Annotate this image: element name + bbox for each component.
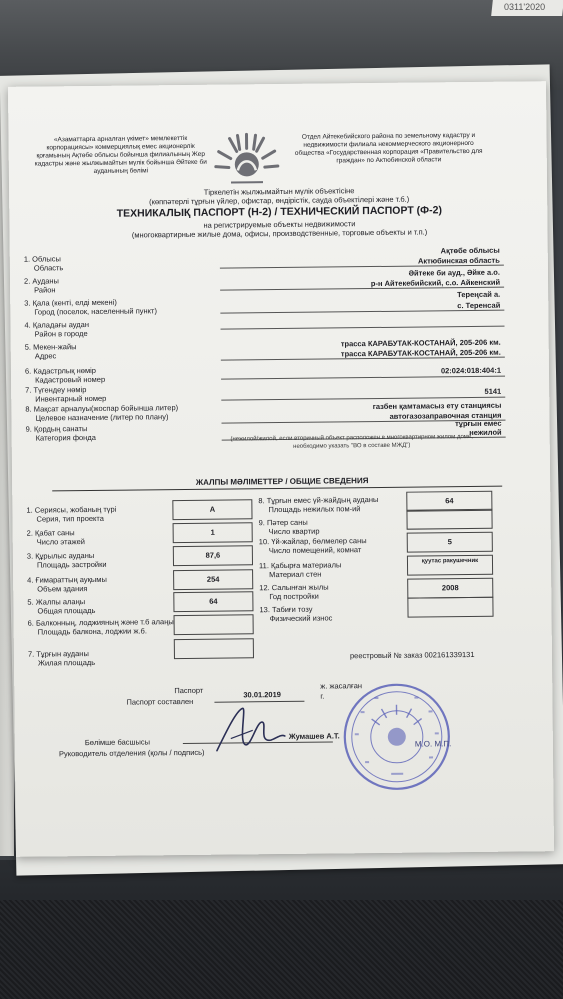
purpose-value-ru: автогазозаправочная станция <box>389 410 502 421</box>
gen-balcony-area: 6. Балконның, лоджияның және т.б алаңы Площадь балкона, лоджии ж.б. <box>27 617 174 637</box>
gen-apartments: 9. Пәтер саны Число квартир <box>258 517 320 537</box>
inventory-number-value: 5141 <box>484 386 502 396</box>
purpose-value-kz: газбен қамтамасыз ету станциясы <box>372 400 502 412</box>
head-label-kz: Бөлімше басшысы <box>84 737 151 748</box>
region-value-ru: Актюбинская область <box>417 255 500 266</box>
field-purpose: 8. Мақсат арналуы(жоспар бойынша литер) Целевое назначение (литер по плану) газбен қамтамасыз ету станциясы автогазозаправочная станция <box>25 399 525 404</box>
stamp-mp-label: М.О. М.П. <box>414 739 452 749</box>
handwritten-signature <box>208 700 289 761</box>
gen-blank-box <box>406 509 492 530</box>
city-value-kz: Тереңсай а. <box>457 289 501 300</box>
address-value-kz: трасса КАРАБУТАК-КОСТАНАЙ, 205-206 км. <box>340 337 501 349</box>
fund-category-value-kz: тұрғын емес <box>455 418 502 429</box>
gen-total-area-value: 64 <box>173 591 253 612</box>
registry-number: реестровый № заказ 002161339131 <box>349 649 475 661</box>
field-fund-category: 9. Қордың санаты Категория фонда тұрғын емес нежилой <box>26 419 526 424</box>
general-info-title: ЖАЛПЫ МӘЛІМЕТТЕР / ОБЩИЕ СВЕДЕНИЯ <box>195 476 369 487</box>
field-district: 2. Ауданы Район Әйтеке би ауд., Әйке а.о. р-н Айтекебийский, с.о. Айкенский <box>24 271 524 276</box>
gen-nonresidential-area: 8. Тұрғын емес үй-жайдың ауданы Площадь нежилых пом-ий <box>258 494 379 515</box>
passport-label-kz: Паспорт <box>174 685 204 696</box>
title-line-2: (көппәтерлі тұрғын үйлер, офистар, өндірістік, сауда объектілері және т.б.) <box>149 194 410 207</box>
field-cadastral-number: 6. Кадастрлық нөмір Кадастровый номер 02:024:018:404:1 <box>25 361 525 366</box>
field-city-district: 4. Қаладағы аудан Район в городе <box>24 315 524 320</box>
gen-build-year-value: 2008 <box>407 578 493 599</box>
corner-text: 0311'2020 <box>504 2 546 12</box>
field-address: 5. Мекен-жайы Адрес трасса КАРАБУТАК-КОСТАНАЙ, 205-206 км. трасса КАРАБУТАК-КОСТАНАЙ, 205-206 км. <box>25 337 525 342</box>
gen-series: 1. Сериясы, жобаның түрі Серия, тип проекта <box>26 504 117 524</box>
gen-building-area-value: 87,6 <box>173 545 253 566</box>
passport-date: 30.01.2019 <box>243 690 281 700</box>
fund-category-value-ru: нежилой <box>469 427 502 438</box>
gen-rooms-value: 5 <box>407 532 493 553</box>
field-inventory-number: 7. Түгендеу нөмір Инвентарный номер 5141 <box>25 380 525 385</box>
header-left-org: «Азаматтарға арналған үкімет» мемлекеттік корпорациясы» коммерциялық емес акционерлік қоғамының Ақтөбе облысы бойынша филиалының Жер кадастры және жылжымайтын мүлік бойынша Әйтеке би ауданының бөлімі <box>34 134 207 175</box>
passport-year-kz: ж. жасалған <box>320 681 363 691</box>
gen-volume-value: 254 <box>173 569 253 590</box>
city-value-ru: с. Теренсай <box>457 300 501 311</box>
region-value-kz: Ақтөбе облысы <box>440 245 500 256</box>
gen-building-area: 3. Құрылыс ауданы Площадь застройки <box>26 550 107 570</box>
fabric-background <box>0 900 563 999</box>
gen-build-year: 12. Салынған жылы Год постройки <box>259 582 329 602</box>
title-line-5: (многоквартирные жилые дома, офисы, производственные, торговые объекты и т.п.) <box>131 227 428 240</box>
header-right-org: Отдел Айтекебийского района по земельному кадастру и недвижимости филиала некоммерческого акционерного общества «Государственная корпорация «Правительство для граждан» по Актюбинской области <box>294 131 483 165</box>
technical-passport-sheet <box>8 81 554 857</box>
passport-year-ru: г. <box>320 691 325 701</box>
title-line-4: на регистрируемые объекты недвижимости <box>203 219 356 230</box>
gen-wall-material-value: қуутас ракушечник <box>407 555 493 576</box>
document-title: ТЕХНИКАЛЫҚ ПАСПОРТ (Н-2) / ТЕХНИЧЕСКИЙ ПАСПОРТ (Ф-2) <box>116 204 442 220</box>
gen-volume: 4. Ғимараттың ауқымы Объем здания <box>27 574 107 594</box>
gen-living-area: 7. Тұрғын ауданы Жилая площадь <box>27 649 96 668</box>
district-value-kz: Әйтеке би ауд., Әйке а.о. <box>408 267 500 278</box>
category-note: (нежилой/жилой, если вторичный объект расположен в многоквартирном жилом доме, необходимо указать "ВО в составе МЖД") <box>230 433 473 450</box>
gen-nonresidential-area-value: 64 <box>406 491 492 512</box>
gen-living-area-value <box>174 638 254 659</box>
passport-label-ru: Паспорт составлен <box>126 696 194 707</box>
cadastral-number-value: 02:024:018:404:1 <box>440 365 502 376</box>
gen-balcony-area-value <box>174 614 254 635</box>
gen-total-area: 5. Жалпы алаңы Общая площадь <box>27 597 96 616</box>
gen-floors: 2. Қабат саны Число этажей <box>26 528 86 547</box>
corporation-emblem-icon <box>210 124 283 197</box>
title-line-1: Тіркелетін жылжымайтын мүлік объектісіне <box>203 186 355 197</box>
gen-wear-value <box>407 597 493 618</box>
gen-wear: 13. Табиғи тозу Физический износ <box>259 604 333 624</box>
head-label-ru: Руководитель отделения (қолы / подпись) <box>58 747 205 759</box>
address-value-ru: трасса КАРАБУТАК-КОСТАНАЙ, 205-206 км. <box>340 347 501 359</box>
gen-wall-material: 11. Қабырға материалы Материал стен <box>258 560 342 580</box>
official-seal-stamp <box>340 680 453 793</box>
gen-series-value: А <box>172 499 252 520</box>
head-name: Жумашев А.Т. <box>288 731 340 741</box>
district-value-ru: р-н Айтекебийский, с.о. Айкенский <box>370 277 501 289</box>
field-region: 1. Облысы Область Ақтөбе облысы Актюбинская область <box>24 249 524 254</box>
field-city: 3. Қала (кенті, елді мекені) Город (поселок, населенный пункт) Тереңсай а. с. Теренсай <box>24 293 524 298</box>
gen-rooms: 10. Үй-жайлар, бөлмелер саны Число помещений, комнат <box>258 536 367 556</box>
gen-floors-value: 1 <box>173 522 253 543</box>
